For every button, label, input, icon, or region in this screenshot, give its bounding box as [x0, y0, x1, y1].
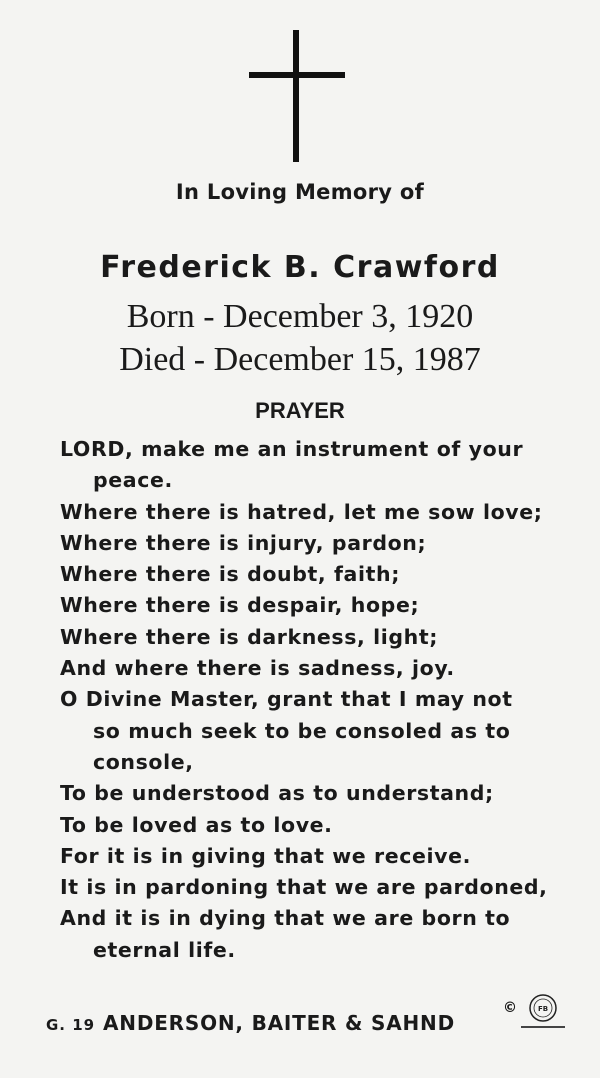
cross-horizontal-bar: [249, 72, 345, 78]
card-code: G. 19: [46, 1016, 96, 1034]
prayer-title: PRAYER: [255, 398, 345, 423]
prayer-line: O Divine Master, grant that I may not: [60, 687, 513, 712]
prayer-text: [60, 434, 550, 966]
cross-vertical-bar: [293, 30, 299, 162]
prayer-line: And where there is sadness, joy.: [60, 656, 455, 681]
memory-heading: In Loving Memory of: [175, 180, 425, 204]
svg-text:FB: FB: [537, 1005, 549, 1013]
prayer-line: Where there is despair, hope;: [60, 593, 420, 618]
prayer-line: For it is in giving that we receive.: [60, 843, 471, 868]
publisher-seal-icon: [517, 988, 569, 1034]
copyright-icon: ©: [503, 1000, 517, 1016]
publisher-name: ANDERSON, BAITER & SAHND: [103, 1011, 455, 1035]
prayer-line: Where there is injury, pardon;: [60, 530, 427, 555]
birth-date: Born - December 3, 1920: [126, 298, 474, 335]
prayer-line: console,: [93, 749, 194, 774]
prayer-line: eternal life.: [93, 937, 236, 962]
prayer-line: To be loved as to love.: [60, 812, 333, 837]
prayer-line: It is in pardoning that we are pardoned,: [60, 875, 548, 900]
prayer-line: Where there is hatred, let me sow love;: [60, 499, 543, 524]
death-date: Died - December 15, 1987: [119, 341, 481, 378]
prayer-line: so much seek to be consoled as to: [93, 718, 511, 743]
prayer-line: And it is in dying that we are born to: [60, 906, 511, 931]
prayer-line: peace.: [93, 468, 173, 493]
prayer-line: To be understood as to understand;: [60, 781, 494, 806]
prayer-line: Where there is darkness, light;: [60, 624, 439, 649]
prayer-line: Where there is doubt, faith;: [60, 562, 400, 587]
prayer-line: LORD, make me an instrument of your: [60, 437, 524, 461]
deceased-name: Frederick B. Crawford: [100, 250, 500, 285]
